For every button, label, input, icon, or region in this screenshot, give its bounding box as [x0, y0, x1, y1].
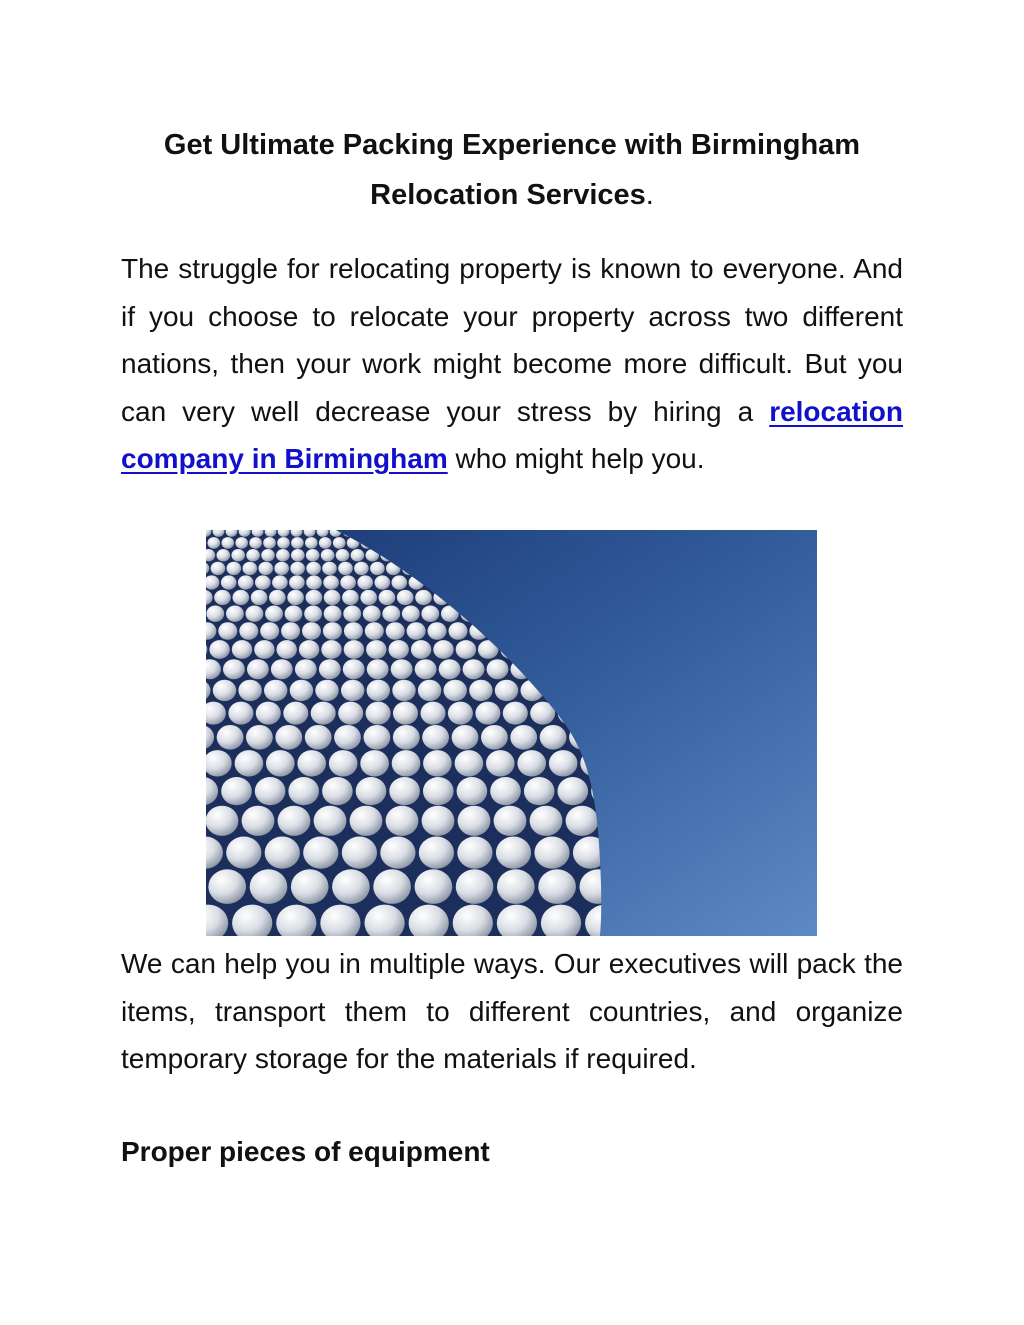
facade-disc	[517, 750, 546, 776]
facade-disc	[524, 777, 555, 805]
facade-disc	[341, 680, 364, 701]
facade-disc	[256, 702, 281, 725]
facade-disc	[265, 837, 300, 869]
facade-disc	[261, 549, 275, 561]
facade-disc	[264, 680, 287, 701]
facade-disc	[321, 640, 341, 659]
facade-disc	[295, 659, 317, 679]
facade-disc	[221, 575, 237, 589]
facade-disc	[211, 562, 226, 575]
facade-disc	[456, 869, 494, 904]
facade-disc	[251, 590, 268, 605]
facade-disc	[530, 806, 563, 836]
facade-disc	[288, 777, 319, 805]
facade-disc	[274, 562, 289, 575]
facade-disc	[242, 806, 275, 836]
facade-disc	[291, 869, 329, 904]
facade-disc	[333, 537, 346, 549]
facade-disc	[418, 680, 441, 701]
facade-disc	[365, 622, 384, 640]
facade-disc	[299, 640, 319, 659]
facade-disc	[351, 549, 365, 561]
facade-disc	[206, 806, 238, 836]
building-facade-photo	[206, 530, 817, 936]
facade-disc	[338, 702, 363, 725]
facade-disc	[206, 606, 224, 622]
facade-disc	[457, 777, 488, 805]
facade-disc	[481, 725, 508, 750]
facade-disc	[321, 549, 335, 561]
facade-disc	[494, 806, 527, 836]
services-paragraph: We can help you in multiple ways. Our executives will pack the items, transport them to different countries, and organize temporary storage for the materials if required.	[121, 948, 903, 1074]
facade-disc	[235, 537, 248, 549]
facade-disc	[217, 725, 244, 750]
facade-disc	[391, 659, 413, 679]
facade-disc	[495, 680, 518, 701]
facade-disc	[386, 622, 405, 640]
facade-disc	[340, 575, 356, 589]
facade-disc	[322, 562, 337, 575]
facade-disc	[392, 750, 421, 776]
facade-disc	[407, 622, 426, 640]
facade-disc	[239, 622, 258, 640]
intro-text-before-link: The struggle for relocating property is known to everyone. And if you choose to relocate your property across two different nations, then your work might become more difficult. But you can very well decrease your stress by hiring a	[121, 253, 903, 427]
facade-disc	[463, 659, 485, 679]
facade-disc	[422, 806, 455, 836]
facade-disc	[540, 725, 567, 750]
facade-disc	[223, 659, 245, 679]
facade-disc	[469, 680, 492, 701]
facade-disc	[277, 640, 297, 659]
facade-disc	[227, 562, 242, 575]
facade-disc	[344, 640, 364, 659]
facade-disc	[226, 837, 261, 869]
facade-disc	[281, 622, 300, 640]
facade-disc	[411, 640, 431, 659]
facade-disc	[336, 549, 350, 561]
facade-disc	[208, 869, 246, 904]
facade-disc	[497, 869, 535, 904]
facade-disc	[389, 640, 409, 659]
facade-disc	[343, 659, 365, 679]
facade-disc	[287, 590, 304, 605]
facade-disc	[428, 622, 447, 640]
intro-text-after-link: who might help you.	[447, 443, 705, 474]
facade-disc	[457, 837, 492, 869]
facade-disc	[272, 575, 288, 589]
facade-disc	[566, 806, 599, 836]
facade-disc	[290, 562, 305, 575]
facade-disc	[534, 837, 569, 869]
facade-disc	[271, 659, 293, 679]
facade-disc	[373, 869, 411, 904]
facade-disc	[250, 869, 288, 904]
facade-disc	[323, 622, 342, 640]
facade-disc	[238, 680, 261, 701]
section-heading: Proper pieces of equipment	[121, 1136, 490, 1167]
facade-disc	[222, 537, 235, 549]
facade-disc	[304, 606, 322, 622]
facade-disc	[324, 606, 342, 622]
facade-disc	[392, 680, 415, 701]
facade-disc	[291, 549, 305, 561]
facade-disc	[393, 702, 418, 725]
facade-disc	[380, 837, 415, 869]
facade-disc	[247, 659, 269, 679]
facade-disc	[226, 606, 244, 622]
facade-disc	[367, 659, 389, 679]
facade-disc	[475, 702, 500, 725]
facade-disc	[393, 725, 420, 750]
facade-disc	[354, 562, 369, 575]
facade-disc	[342, 837, 377, 869]
facade-disc	[228, 702, 253, 725]
facade-disc	[314, 806, 347, 836]
facade-disc	[322, 777, 353, 805]
facade-disc	[283, 702, 308, 725]
document-title	[110, 120, 914, 220]
facade-disc	[389, 777, 420, 805]
facade-disc	[415, 590, 432, 605]
facade-disc	[306, 575, 322, 589]
facade-disc	[375, 575, 391, 589]
facade-disc	[249, 537, 262, 549]
facade-disc	[285, 606, 303, 622]
facade-disc	[422, 725, 449, 750]
facade-photo-graphic	[206, 530, 817, 936]
facade-disc	[246, 725, 273, 750]
facade-disc	[269, 590, 286, 605]
facade-disc	[350, 806, 383, 836]
facade-disc	[458, 806, 491, 836]
facade-disc	[290, 680, 313, 701]
facade-disc	[444, 680, 467, 701]
facade-disc	[255, 777, 286, 805]
facade-disc	[246, 606, 264, 622]
facade-disc	[233, 590, 250, 605]
facade-disc	[254, 640, 274, 659]
facade-disc	[303, 837, 338, 869]
facade-disc	[275, 725, 302, 750]
facade-disc	[415, 869, 453, 904]
facade-disc	[208, 537, 221, 549]
facade-disc	[367, 680, 390, 701]
facade-disc	[423, 777, 454, 805]
relocation-company-link[interactable]: relocation company in Birmingham	[121, 395, 903, 474]
facade-disc	[238, 575, 254, 589]
facade-disc	[379, 590, 396, 605]
facade-disc	[386, 806, 419, 836]
facade-disc	[231, 549, 245, 561]
facade-disc	[277, 537, 290, 549]
facade-disc	[305, 537, 318, 549]
facade-disc	[364, 725, 391, 750]
facade-disc	[323, 575, 339, 589]
facade-disc	[496, 837, 531, 869]
document-title-text: Get Ultimate Packing Experience with Birmingham Relocation Services	[163, 129, 861, 211]
facade-disc	[423, 750, 452, 776]
facade-disc	[382, 606, 400, 622]
facade-disc	[291, 537, 304, 549]
facade-disc	[246, 549, 260, 561]
facade-disc	[392, 575, 408, 589]
facade-disc	[419, 837, 454, 869]
facade-disc	[243, 562, 258, 575]
facade-disc	[334, 725, 361, 750]
facade-disc	[452, 725, 479, 750]
facade-disc	[329, 750, 358, 776]
facade-disc	[449, 622, 468, 640]
facade-disc	[421, 702, 446, 725]
facade-disc	[538, 869, 576, 904]
facade-disc	[302, 622, 321, 640]
facade-disc	[486, 750, 515, 776]
facade-disc	[343, 606, 361, 622]
facade-disc	[260, 622, 279, 640]
facade-disc	[209, 640, 229, 659]
facade-disc	[344, 622, 363, 640]
facade-disc	[218, 622, 237, 640]
facade-disc	[456, 640, 476, 659]
facade-disc	[324, 590, 341, 605]
facade-disc	[455, 750, 484, 776]
facade-disc	[415, 659, 437, 679]
facade-disc	[263, 537, 276, 549]
facade-disc	[235, 750, 264, 776]
facade-disc	[503, 702, 528, 725]
facade-disc	[448, 702, 473, 725]
facade-disc	[510, 725, 537, 750]
facade-disc	[315, 680, 338, 701]
facade-disc	[297, 750, 326, 776]
facade-disc	[319, 659, 341, 679]
facade-disc	[357, 575, 373, 589]
facade-disc	[342, 590, 359, 605]
facade-disc	[319, 537, 332, 549]
facade-disc	[360, 750, 389, 776]
facade-disc	[278, 806, 311, 836]
facade-disc	[214, 590, 231, 605]
facade-disc	[549, 750, 578, 776]
facade-disc	[366, 702, 391, 725]
facade-disc	[558, 777, 589, 805]
facade-disc	[363, 606, 381, 622]
facade-disc	[232, 640, 252, 659]
facade-disc	[255, 575, 271, 589]
facade-disc	[266, 750, 295, 776]
facade-disc	[311, 702, 336, 725]
facade-disc	[439, 659, 461, 679]
facade-disc	[433, 640, 453, 659]
facade-disc	[366, 640, 386, 659]
facade-disc	[305, 725, 332, 750]
facade-disc	[402, 606, 420, 622]
facade-disc	[306, 549, 320, 561]
facade-disc	[265, 606, 283, 622]
facade-disc	[289, 575, 305, 589]
facade-disc	[276, 549, 290, 561]
facade-disc	[221, 777, 252, 805]
intro-paragraph	[121, 245, 903, 483]
facade-disc	[360, 590, 377, 605]
facade-disc	[490, 777, 521, 805]
facade-disc	[370, 562, 385, 575]
facade-disc	[397, 590, 414, 605]
document-title-period: .	[645, 179, 654, 211]
facade-disc	[258, 562, 273, 575]
facade-disc	[332, 869, 370, 904]
facade-disc	[356, 777, 387, 805]
facade-disc	[306, 562, 321, 575]
facade-disc	[421, 606, 439, 622]
facade-disc	[338, 562, 353, 575]
facade-disc	[306, 590, 323, 605]
facade-disc	[217, 549, 231, 561]
facade-disc	[487, 659, 509, 679]
facade-disc	[213, 680, 236, 701]
